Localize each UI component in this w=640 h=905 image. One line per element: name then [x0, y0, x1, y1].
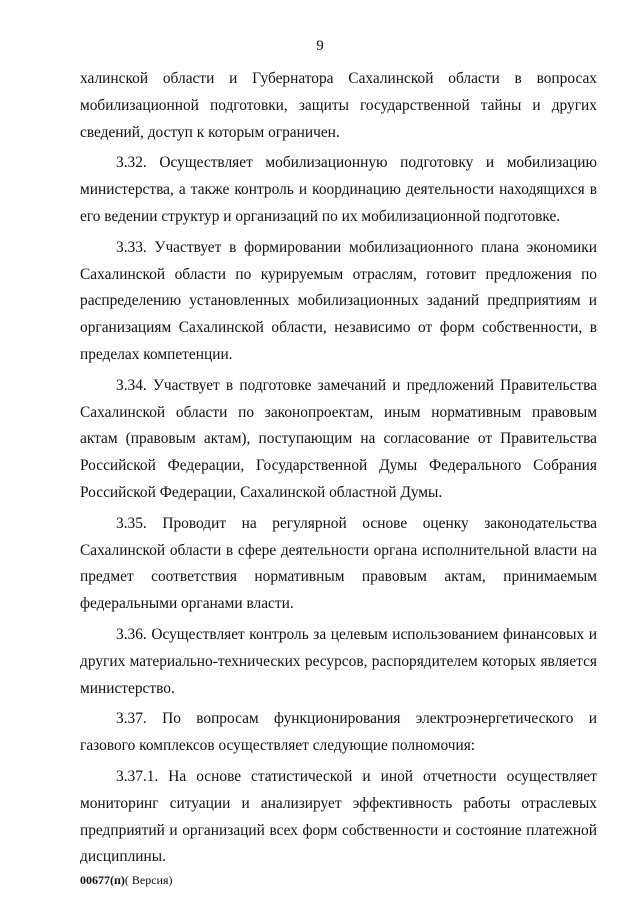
document-body: [80, 66, 597, 875]
version-label: ( Версия): [124, 873, 173, 887]
paragraph-3-37-1: 3.37.1. На основе статистической и иной отчетности осуществляет мониторинг ситуации и анализирует эффективность работы отраслевых предприятий и организаций всех форм собственности и состояние платежной дисциплины.: [80, 767, 597, 866]
paragraph-continuation: халинской области и Губернатора Сахалинской области в вопросах мобилизационной подготовки, защиты государственной тайны и других сведений, доступ к которым ограничен.: [80, 70, 597, 141]
document-code: 00677(п): [80, 873, 125, 887]
paragraph-3-32: 3.32. Осуществляет мобилизационную подготовку и мобилизацию министерства, а также контроль и координацию деятельности находящихся в его ведении структур и организаций по их мобилизационной подготовке.: [80, 154, 597, 225]
paragraph-3-35: 3.35. Проводит на регулярной основе оценку законодательства Сахалинской области в сфере деятельности органа исполнительной власти на предмет соответствия нормативным правовым актам, принимаемым федеральными органами власти.: [80, 514, 597, 613]
paragraph-3-34: 3.34. Участвует в подготовке замечаний и предложений Правительства Сахалинской области по законопроектам, иным нормативным правовым актам (правовым актам), поступающим на согласование от Правительства Российской Федерации, Государственной Думы Федерального Собрания Российской Федерации, Сахалинской областной Думы.: [80, 376, 597, 501]
footer: [80, 873, 173, 887]
page-number: 9: [316, 38, 324, 54]
paragraph-3-33: 3.33. Участвует в формировании мобилизационного плана экономики Сахалинской области по курируемым отраслям, готовит предложения по распределению установленных мобилизационных заданий предприятиям и организациям Сахалинской области, независимо от форм собственности, в пределах компетенции.: [80, 238, 597, 363]
paragraph-3-36: 3.36. Осуществляет контроль за целевым использованием финансовых и других материально-технических ресурсов, распорядителем которых является министерство.: [80, 625, 597, 697]
paragraph-3-37: 3.37. По вопросам функционирования электроэнергетического и газового комплексов осуществляет следующие полномочия:: [80, 710, 597, 755]
